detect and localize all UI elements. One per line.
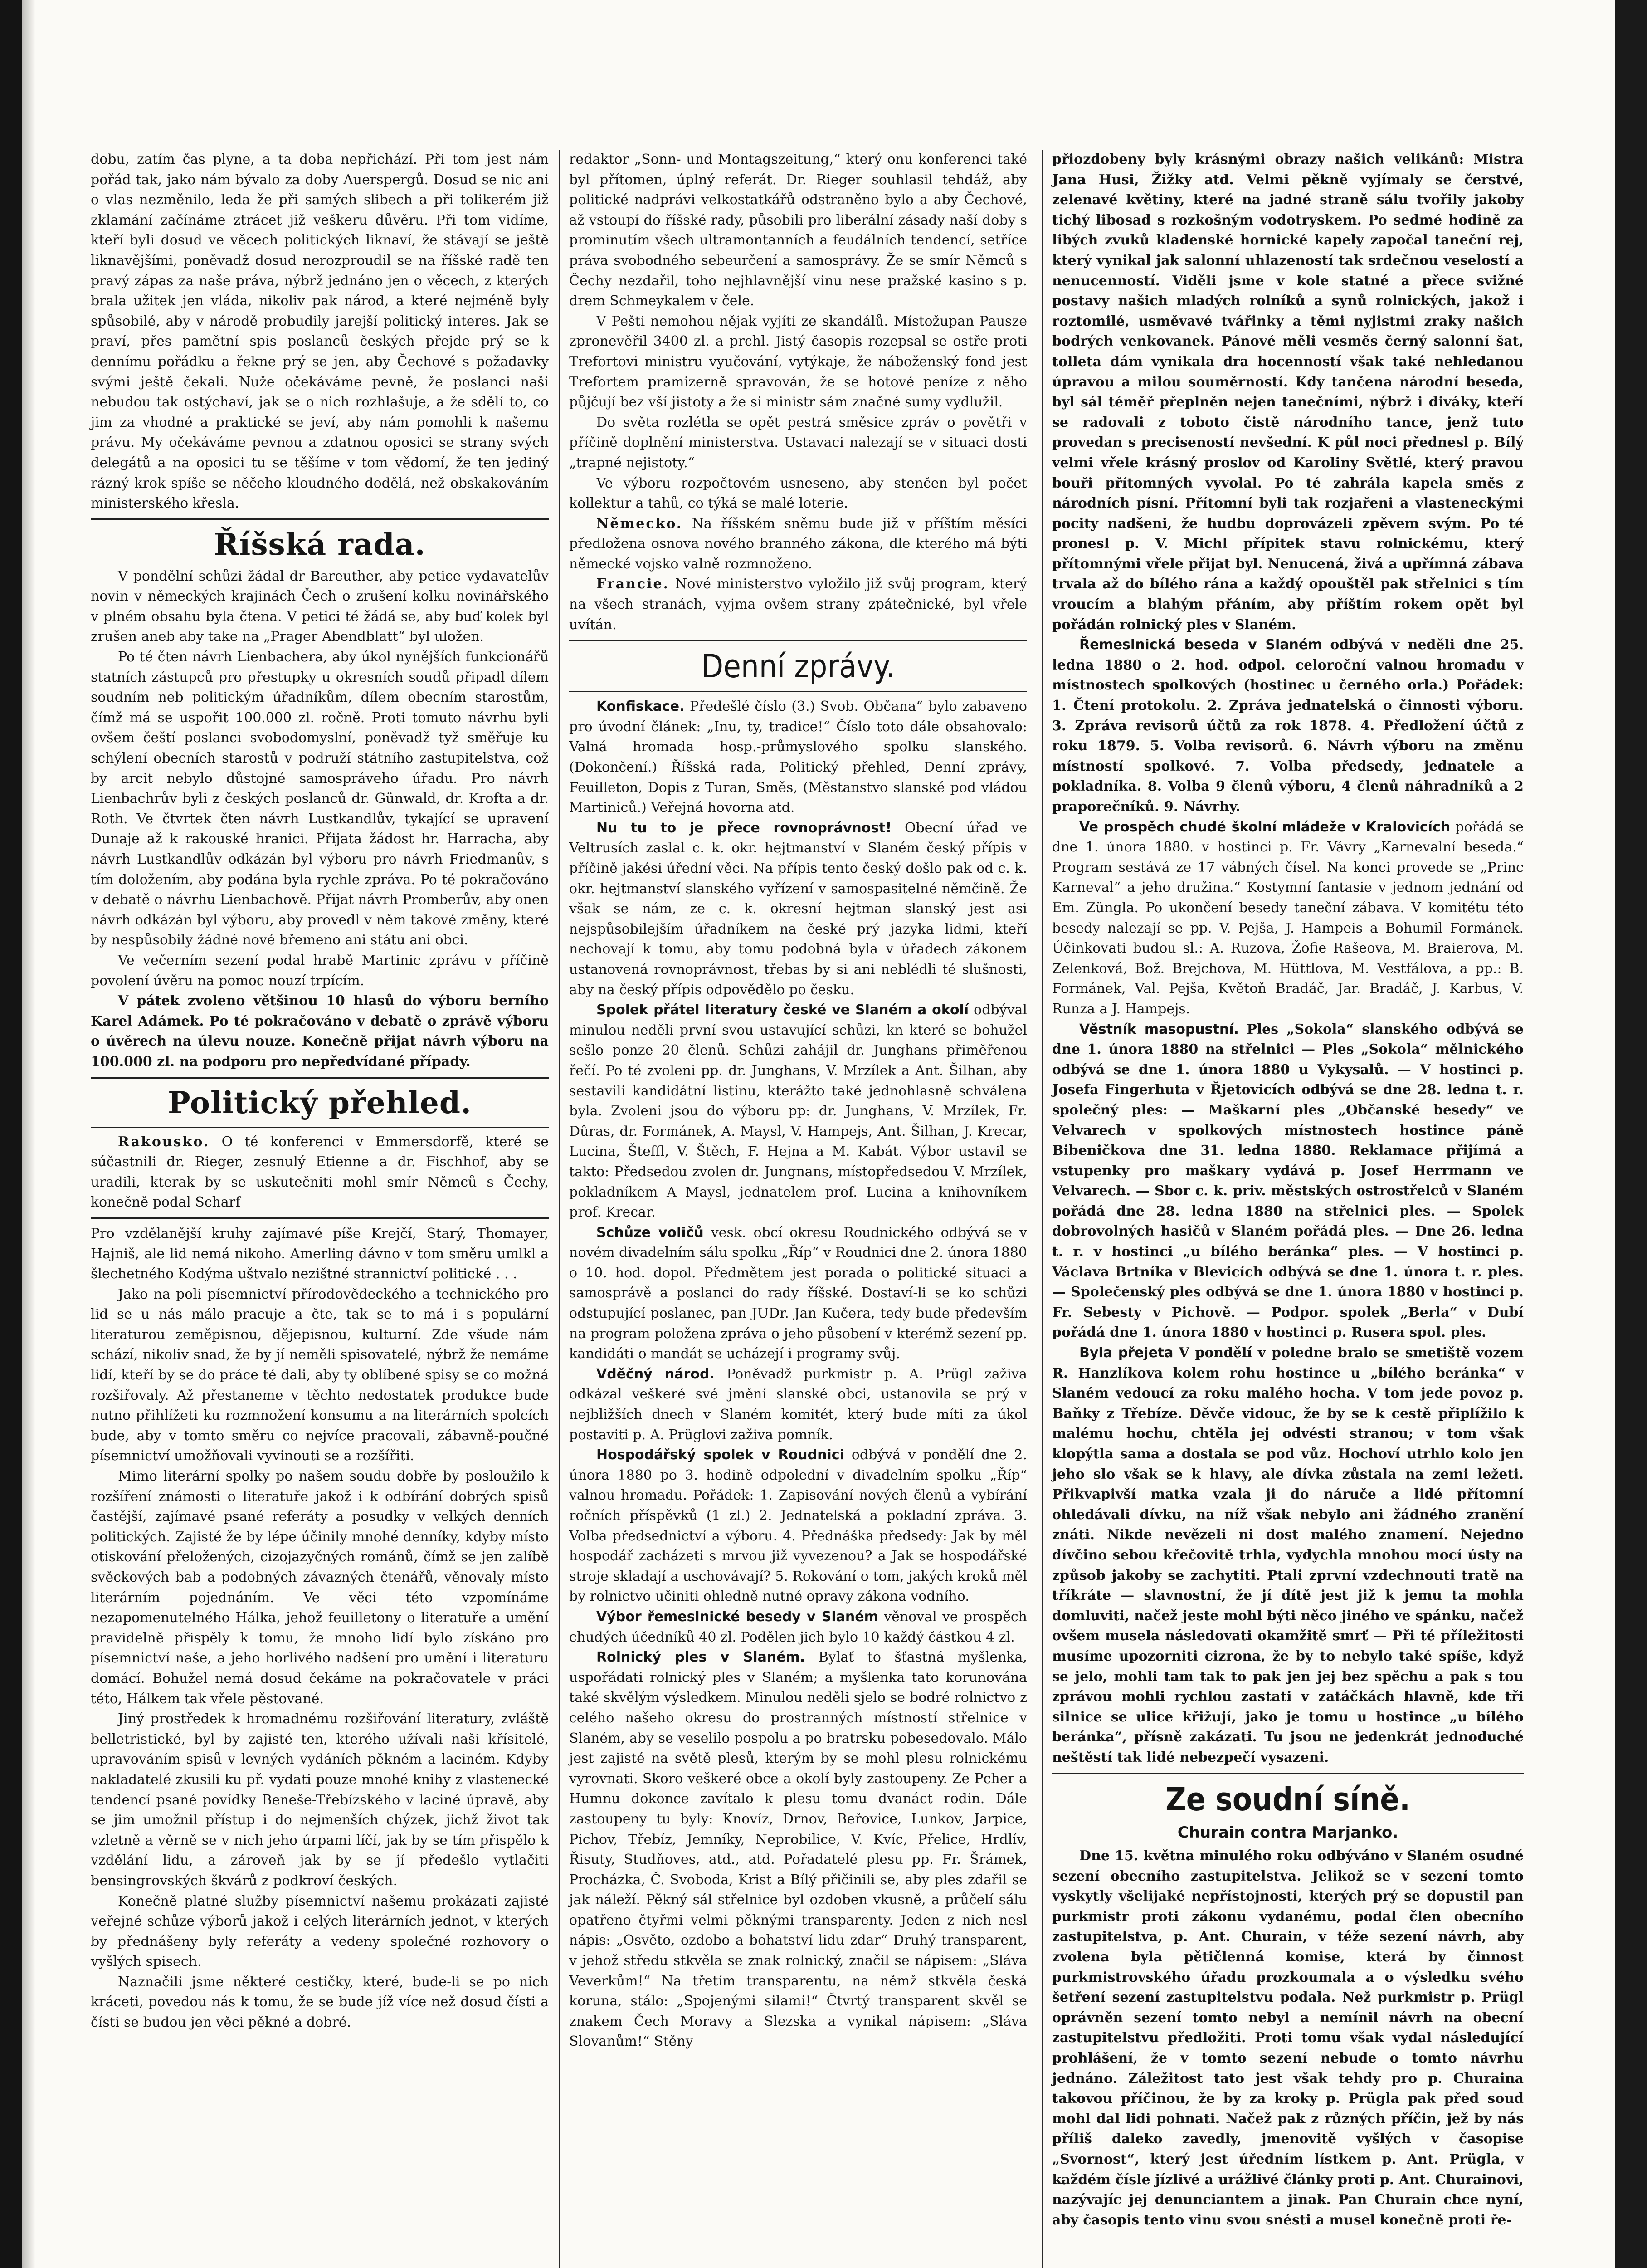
paragraph: Dne 15. května minulého roku odbýváno v Slaném osudné sezení obecního zastupitelstva. Jelikož se v sezení tomto vyskytly všelijaké nepřístojnosti, kterých prý se dopustil pan purkmistr proti zákonu vydanému, podal člen obecního zastupitelstva, p. Ant. Churain, v téže sezení návrh, aby zvolena byla pětičlenná komise, která by činnost purkmistrovského úřadu prozkoumala a o výsledku svého šetření sezení zastupitelstvu podala. Než purkmistr p. Prügl oprávněn sezení tomto nebyl a nemínil návrh na obecní zastupitelstvu předložiti. Proti tomu však vydal následující prohlášení, že v tomto sezení nebude o tomto návrhu jednáno. Záležitost tato jest však tehdy pro p. Churaina takovou příčinou, že by za kroky p. Prügla pak před soud mohl dal lidi pohnati. Načež pak z různých příčin, jež by nás příliš daleko zavedly, jmenovitě vyšlých v časopise „Svornost“, který jest úředním lístkem p. Ant. Prügla, v každém čísle jízlivé a urážlivé články proti p. Ant. Churainovi, nazývajíc jej denunciantem a jinak. Pan Churain chce nyní, aby časopis tento vinu svou snésti a musel konečně proti ře- (1052, 1848, 1524, 2228)
paragraph: Do světa rozlétla se opět pestrá směsice zpráv o povětři v příčině doplnění ministerstva. Ustavaci nalezají se v situaci dosti „trapné nejistoty.“ (569, 414, 1027, 471)
scan-border-left (0, 0, 22, 2268)
item-heading: Nu tu to je přece rovnoprávnost! (596, 820, 892, 836)
paragraph: Ve večerním sezení podal hrabě Martinic zprávu v příčině povolení úvěru na pomoc nouzí trpícím. (91, 952, 549, 989)
section-heading-politicky-prehled: Politický přehled. (168, 1085, 472, 1120)
paragraph: Jako na poli písemnictví přírodovědeckého a technického pro lid se u nás málo pracuje a čte, tak se to má i s populární literaturou zeměpisnou, dějepisnou, kulturní. Zde všude nám schází, nikoliv snad, že by jí neměli spisovatelé, nýbrž že nemáme lidí, kteří by se do práce té dali, aby ty oblíbené spisy se co možná rozšiřovaly. Až přestaneme v těchto nedostatek produkce bude nutno přihlížeti ku rozmnožení konsumu a na literárních spolcích bude, aby v tomto směru co nejvíce pracovali, zábavně-poučné písemnictví umožňovali vyvinouti se a rozšířiti. (91, 1286, 549, 1464)
paragraph: Pro vzdělanější kruhy zajímavé píše Krejčí, Starý, Thomayer, Hajniš, ale lid nemá nikoho. Amerling dávno v tom směru umlkl a šlechetného Kodýma uštvalo nezištné strannictví politické . . . (91, 1225, 549, 1282)
paragraph: přiozdobeny byly krásnými obrazy našich velikánů: Mistra Jana Husi, Žižky atd. Velmi pěkně vyjímaly se čerstvé, zelenavé květiny, které na jadné straně sálu tvořily jakoby tichý libosad s rozkošným vodotryskem. Po sedmé hodině za libých zvuků kladenské hornické kapely započal taneční rej, který vynikal jak salonní uhlazeností tak srdečnou veselostí a nenucenností. Viděli jsme v kole statné a přece svižné postavy našich mladých rolníků a synů rolnických, jakož i roztomilé, usměvavé tvářinky a těmi nyjistmi zraky našich bodrých venkovanek. Pánové měli vesměs černý salonní šat, tolleta dám vynikala dra hocenností však také nehledanou úpravou a milou souměrností. Kdy tančena národní beseda, byl sál téměř přeplněn nejen tanečními, nýbrž i diváky, kteří se radovali z toboto čistě národního tance, jenž tuto provedan s preciseností nevšední. K půl noci přednesl p. Bílý velmi vřele krásný proslov od Karoliny Světlé, který pravou bouři přítomných vyvolal. Po té zahrála kapela směs z národních písní. Přítomní byli tak rozjařeni a vlasteneckými pocity nadšeni, že hudbu doprovázeli zpěvem svým. Po té pronesl p. V. Michl přípitek stavu rolnickému, který přítomnými vřele přijat byl. Nenucená, živá a upřímná zábava trvala až do bílého rána a každý opouštěl pak střelnici s tím vroucím a blahým přáním, aby příštím rokem opět byl pořádán rolnický ples v Slaném. (1052, 152, 1524, 633)
section-heading-risska-rada: Říšská rada. (214, 526, 426, 562)
scan-shadow (22, 0, 35, 2268)
region-lead-rakousko: Rakousko. (118, 1134, 210, 1150)
item-heading: Ve prospěch chudé školní mládeže v Kralovicích (1079, 819, 1451, 835)
paragraph: O té konferenci v Emmersdorfě, které se súčastnili dr. Rieger, zesnulý Etienne a dr. Fischhof, aby se uradili, kterak by se uskutečniti mohl smír Němců s Čechy, konečně podal Scharf (91, 1134, 549, 1211)
paragraph: V pátek zvoleno většinou 10 hlasů do výboru berního Karel Adámek. Po té pokračováno v debatě o zprávě výboru o úvěrech na úlevu nouze. Konečně přijat návrh výboru na 100.000 zl. na podporu pro nepředvídané případy. (91, 993, 549, 1070)
paragraph: Na říšském sněmu bude již v příštím měsíci předložena osnova nového branného zákona, dle kterého má býti německé vojsko valně rozmnoženo. (569, 515, 1027, 572)
paragraph: Konečně platné služby písemnictví našemu prokázati zajisté veřejné schůze výborů jakož i celých literárních jednot, v kterých by přednášeny byly referáty a vedeny společné rozhovory o vyšlých spisech. (91, 1893, 549, 1970)
item-heading: Schůze voličů (596, 1224, 704, 1241)
paragraph: Předešlé číslo (3.) Svob. Občana“ bylo zabaveno pro úvodní článek: „Inu, ty, tradice!“ Číslo toto dále obsahovalo: Valná hromada hosp.-průmyslového spolku slanského. (Dokončení.) Říšská rada, Politický přehled, Denní zprávy, Feuilleton, Dopis z Turan, Směs, (Městanstvo slanské pod vládou Martiniců.) Veřejná hovorna atd. (569, 699, 1027, 816)
paragraph: Mimo literární spolky po našem soudu dobře by posloužilo k rozšíření známosti o literatuře jakož i k odbírání dobrých spisů častější, zajímavé psané referáty a posudky v velkých denních politických. Zajisté že by lépe účinily mnohé denníky, kdyby místo otiskování přeložených, cizojazyčných románů, čímž se jen zalíbě svěckových bab a podobných závazných čtenářů, věnovaly místo literárním pojednáním. Ve věci této vzpomínáme nezapomenutelného Hálka, jehož feuilletony o literatuře a umění pravidelně přispěly k tomu, že mnoho lidí bylo získáno pro písemnictví naše, a jeho horlivého nadšení pro umění i literaturu domácí. Bohužel nemá dosud čekáme na pokračovatele v práci této, Hálkem tak vřele pěstované. (91, 1468, 549, 1707)
section-rule (91, 1077, 549, 1079)
item-heading: Byla přejeta (1079, 1345, 1174, 1361)
feuilleton-rule (91, 1217, 549, 1219)
paragraph: Ve výboru rozpočtovém usneseno, aby stenčen byl počet kollektur a tahů, co týká se malé loterie. (569, 475, 1027, 512)
item-heading: Výbor řemeslnické besedy v Slaném (596, 1608, 878, 1625)
region-lead-nemecko: Německo. (596, 515, 683, 532)
paragraph: Obecní úřad ve Veltrusích zaslal c. k. okr. hejtmanství v Slaném český přípis v příčině jakési úřední věci. Na přípis tento český došlo pak od c. k. okr. hejtmanství slanského vyřízení v samospasitelné němčině. Že však se nám, ze c. k. okresní hejtman slanský jest asi nejspůsobilejším úřadníkem na české prý jazyka lidmi, kteří nechovají k tomu, aby tomu podobná byla v úřadech zákonem ustanovená rovnoprávnost, třebas by si ani neblédli té slušnosti, aby na český přípis odpovědělo po česku. (569, 820, 1028, 998)
column-divider-1 (559, 150, 560, 2268)
paragraph: Ples „Sokola“ slanského odbývá se dne 1. února 1880 na střelnici — Ples „Sokola“ mělnického odbývá se dne 1. února 1880 u Vykysalů. — V hostinci p. Josefa Fingerhuta v Řjetovicích odbývá se dne 28. ledna t. r. společný ples: — Maškarní ples „Občanské besedy“ ve Velvarech v spolkových místnostech hostince páně Bibeničkova dne 31. ledna 1880. Reklamace přijímá a vstupenky pro maškary vydává p. Josef Herrmann ve Velvarech. — Sbor c. k. priv. městských ostrostřelců v Slaném pořádá dne 28. ledna 1880 na střelnici ples. — Spolek dobrovolných hasičů v Slaném pořádá ples. — Dne 26. ledna t. r. v hostinci „u bílého beránka“ ples. — V hostinci p. Václava Brtníka v Blevicích odbývá se dne 1. února t. r. ples. — Společenský ples odbývá se dne 1. února 1880 v hostinci p. Fr. Sebesty v Pichově. — Podpor. spolek „Berla“ v Dubí pořádá dne 1. února 1880 v hostinci p. Rusera spol. ples. (1052, 1021, 1524, 1341)
paragraph: věnoval ve prospěch chudých účedníků 40 zl. Podělen jich bylo 10 každý částkou 4 zl. (569, 1608, 1027, 1645)
item-heading: Spolek přátel literatury české ve Slaném a okolí (596, 1002, 969, 1018)
item-heading: Rolnický ples v Slaném. (596, 1649, 805, 1666)
column-2 (569, 150, 1027, 2052)
paragraph: pořádá se dne 1. února 1880. v hostinci p. Fr. Vávry „Karnevalní beseda.“ Program sestává ze 17 vábných čísel. Na konci provede se „Princ Karneval“ a jeho družina.“ Kostymní fantasie v jednom jednání od Em. Züngla. Po ukončení besedy taneční zábava. V komitétu této besedy nalezají se pp. V. Pejša, J. Hampeis a Bohumil Formánek. Účinkovati budou sl.: A. Ruzova, Žofie Rašeova, M. Braierova, M. Zelenková, Bož. Brejchova, M. Hüttlova, M. Vestfálova, a pp.: B. Formánek, Val. Pejša, Květoň Bradáč, Jar. Bradáč, J. Karbus, V. Runza a J. Hampejs. (1052, 819, 1524, 1017)
column-divider-2 (1042, 150, 1043, 2268)
paragraph: Poněvadž purkmistr p. A. Prügl zaživa odkázal veškeré své jmění slanské obci, ustanovila se prý v nejbližších dnech v Slaném komitét, který bude míti za úkol postaviti p. A. Prüglovi zaživa pomník. (569, 1366, 1027, 1443)
paragraph: odbýval minulou neděli první svou ustavující schůzi, kn které se bohužel sešlo ponze 20 členů. Schůzi zahájil dr. Junghans přiměřenou řečí. Po té zvoleni pp. dr. Junghans, V. Mrzílek a Ant. Šilhan, aby sestavili kandidátní listinu, kterážto také jednohlasně schválena byla. Zvoleni jsou do výboru pp: dr. Junghans, V. Mrzílek, Fr. Dûras, dr. Formánek, A. Maysl, V. Hampejs, Ant. Šilhan, J. Krecar, Lucina, Šteffl, V. Štěch, F. Hejna a M. Kabát. Výbor ustavil se takto: Předsedou zvolen dr. Jungnans, místopředsedou V. Mrzílek, pokladníkem A Maysl, jednatelem prof. Lucina a knihovníkem prof. Krecar. (569, 1002, 1027, 1221)
paragraph: V pondělní schůzi žádal dr Bareuther, aby petice vydavatelův novin v německých krajinách Čech o zrušení kolku novinářského v plném obsahu byla čtena. V petici té žádá se, aby buď kolek byl zrušen aneb aby take na „Prager Abendblatt“ byl uložen. (91, 568, 549, 645)
paragraph: V pondělí v poledne bralo se smetiště vozem R. Hanzlíkova kolem rohu hostince u „bílého beránka“ v Slaném vedoucí za roku malého hocha. V tom jede povoz p. Baňky z Třebíze. Děvče vidouc, že by se k cestě připlížilo k malému hochu, chtěla jej odvésti stranou; v tom však klopýtla sama a dostala se pod vůz. Hochoví utrhlo kolo jen jeho slo však se k hlavy, ale dívka zůstala na zemi ležeti. Přikvapivší matka vzala ji do náruče a lidé přítomní ohledávali dívku, na níž však nebylo ani žádného zranění znáti. Nikde nevězeli ni dost malého znamení. Nejedno dívčino sebou křečovitě trhla, vydychla mnohou mocí ústy na způsob jakoby se zachytiti. Ptali zprvní vzdechnouti tratě na tříkráte — slavnostní, že jí dítě jest již k jemu ta mohla domluviti, načež jeste mohl býti něco jiného ve spánku, načež ovšem musela následovati okamžitě smrť — Při té příležitosti musíme upozorniti cizrona, že by to nebylo také spíše, když se jelo, mohli tam tak to pak jen jej bez spěchu a pak s tou zprávou mohli rychlou zastati v zatáčkách hlavně, kde tři silnice se ulice křižují, jako je tomu u hostince „u bílého beránka“, přísně zakázati. Tu jsou ne jedenkrát jednoduché neštěstí tak lidé nebezpečí vysazeni. (1052, 1345, 1524, 1765)
region-lead-francie: Francie. (596, 576, 670, 592)
paragraph: redaktor „Sonn- und Montagszeitung,“ který onu konferenci také byl přítomen, úplný referát. Dr. Rieger souhlasil tehdáž, aby politické nadprávi velkostatkářů odstraněno bylo a aby Čechové, až vstoupí do říšské rady, působili pro liberální zásady naší doby s prominutím všech ultramontanních a feudálních tendencí, setříce práva svobodného sebeurčení a samosprávy. Že se smír Němců s Čechy nezdařil, toho nejhlavnější vinu nese pražské kasino s p. drem Schmeykalem v čele. (569, 152, 1027, 309)
paragraph: Jiný prostředek k hromadnému rozšiřování literatury, zvláště belletristické, byl by zajisté ten, kterého užívali naši křísitelé, upravováním spisů v levných vydáních pěkném a laciném. Kdyby nakladatelé zkusili ku př. vydati pouze mnohé knihy z vlastenecké tendencí psané povídky Beneše-Třebízského v laciné úpravě, aby se jim umožnil přístup i do nejmenších chýzek, jichž život tak vzletně a věrně se v nich jeho úrpami líčí, jak by se tím přispělo k vzdělání lidu, a zároveň jak by se jí předešlo vytlačiti bensingrovských škvárů z podkroví českých. (91, 1711, 549, 1889)
paragraph: odbývá v neděli dne 25. ledna 1880 o 2. hod. odpol. celoroční valnou hromadu v místnostech spolkových (hostinec u černého orla.) Pořádek: 1. Čtení protokolu. 2. Zpráva jednatelská o činnosti výboru. 3. Zpráva revisorů účtů za rok 1878. 4. Předložení účtů z roku 1879. 5. Volba revisorů. 6. Návrh výboru na změnu místností spolkové. 7. Volba předsedy, jednatele a pokladníka. 8. Volba 9 členů výboru, 4 členů náhradníků a 2 praporečníků. 9. Návrhy. (1052, 637, 1524, 815)
column-3 (1052, 150, 1524, 2230)
section-heading-ze-soudni-sine: Ze soudní síně. (1165, 1780, 1410, 1818)
paragraph: vesk. obcí okresu Roudnického odbývá se v novém divadelním sálu spolku „Říp“ v Roudnici dne 2. února 1880 o 10. hod. dopol. Předmětem jest porada o politické situaci a samosprávě a poslanci do rady říšské. Dostaví-li se ko schůzi odstupující poslanec, pan JUDr. Jan Kučera, tedy bude především na program položena zpráva o jeho působení v kterémž sezení pp. kandidáti o mandát se ucházejí i programy svůj. (569, 1224, 1027, 1362)
section-heading-denni-zpravy: Denní zprávy. (701, 648, 895, 685)
paragraph: Po té čten návrh Lienbachera, aby úkol nynějších funkcionářů statních zástupců pro přestupky u okresních soudů připadl dílem soudním neb politickým úřadníkům, dílem obecním starostům, čímž má se uspořit 100.000 zl. ročně. Proti tomuto návrhu byli ovšem čeští poslanci svobodomyslní, poněvadž tyž směřuje ku schýlení obecních starostů v podruží státního zastupitelstva, což by arcit nebylo důstojné samospráveho úřadu. Pro návrh Lienbachrův byli z českých poslanců dr. Günwald, dr. Krofta a dr. Roth. Ve čtvrtek čten návrh Lustkandlův, tykající se upravení Dunaje až k rakouské hranici. Přijata žádost hr. Harracha, aby návrh Lustkandlův odkázán byl výboru pro návrh Friedmanův, s tím doložením, aby podána byla rychle zpráva. Po té pokračováno v debatě o návrhu Lienbachově. Přijat návrh Promberův, aby onen návrh odkázán byl výboru, aby provedl v něm takové změny, které by nespůsobily žádné nové břemeno ani státu ani obci. (91, 649, 549, 948)
article-subheading: Churain contra Marjanko. (1177, 1823, 1398, 1842)
item-heading: Hospodářský spolek v Roudnici (596, 1447, 844, 1463)
paragraph: V Pešti nemohou nějak vyjíti ze skandálů. Místožupan Pausze zpronevěřil 3400 zl. a prchl. Jistý časopis rozepsal se ostře proti Trefortovi ministru vyučování, vytýkaje, že náboženský fond jest Trefortem pramizerně spravován, že se hotové peníze z něho půjčují bez vší jistoty a že si ministr sám značné sumy vydlužil. (569, 313, 1027, 411)
paragraph: Nové ministerstvo vyložilo již svůj program, který na všech stranách, vyjma ovšem strany zpátečnické, byl vřele uvítán. (569, 576, 1027, 633)
item-heading: Řemeslnická beseda v Slaném (1079, 637, 1322, 653)
paragraph: odbývá v pondělí dne 2. února 1880 po 3. hodině odpolední v divadelním spolku „Říp“ valnou hromadu. Pořádek: 1. Zapisování nových členů a vybírání ročních příspěvků (1 zl.) 2. Jednatelská a pokladní zpráva. 3. Volba předsednictví a výboru. 4. Přednáška předsedy: Jak by měl hospodář zacházeti s mrvou již vyvezenou? a Jak se hospodářské stroje skladají a uschovávají? 5. Rokování o tom, jakých kroků měl by rolnictvo učiniti ohledně nutné opravy zákona vodního. (569, 1447, 1027, 1605)
paragraph: Bylať to šťastná myšlenka, uspořádati rolnický ples v Slaném; a myšlenka tato korunována také skvělým výsledkem. Minulou neděli sjelo se bodré rolnictvo z celého našeho okresu do prostranných místností střelnice v Slaném, aby se veselilo pospolu a po bratrsku pobesedovalo. Málo jest zajisté na světě plesů, kterým by se mohl plesu rolnickému vyrovnati. Skoro veškeré obce a okolí byly zastoupeny. Ze Pcher a Humnu dokonce zavítalo k plesu tomu dvanáct rodin. Dále zastoupeny tu byly: Knovíz, Drnov, Beřovice, Lunkov, Jarpice, Pichov, Třebíz, Jemníky, Neprobilice, V. Kvíc, Přelice, Hrdlív, Řisuty, Studňoves, atd., atd. Pořadatelé plesu pp. Fr. Šrámek, Procházka, Č. Svoboda, Krist a Bílý přičinili se, aby ples zdařil se jak náleží. Pěkný sál střelnice byl ozdoben vkusně, a průčelí sálu opatřeno čtyřmi velmi pěknými transparenty. Jeden z nich nesl nápis: „Osvěto, ozdobo a bohatství lidu zdar“ Druhý transparent, v jehož středu stkvěla se znak rolnický, značil se nápisem: „Sláva Veverkům!“ Na třetím transparentu, na němž stkvěla česká koruna, stálo: „Spojenými silami!“ Čtvrtý transparent skvěl se znakem Čech Moravy a Slezska a vynikal nápisem: „Sláva Slovanům!“ Stěny (569, 1649, 1028, 2050)
scan-border-right (1615, 0, 1647, 2268)
section-rule (569, 691, 1027, 692)
section-rule (569, 640, 1027, 641)
item-heading: Konfiskace. (596, 699, 685, 715)
paragraph: dobu, zatím čas plyne, a ta doba nepřichází. Při tom jest nám pořád tak, jako nám bývalo za doby Auerspergů. Dosud se nic ani o vlas nezměnilo, leda že při samých slibech a při tolikerém již zklamání začínáme ztrácet již veškeru důvěru. Při tom vidíme, kteří byli dosud ve věcech politických liknaví, že stávají se ještě liknavějšími, poněvadž dosud nerozproudil se na říšské radě ten pravý zápas za naše práva, nýbrž jednáno jen o věcech, z kterých brala užitek jen vláda, nikoliv pak národ, a které nejméně byly spůsobilé, aby v národě probudily jarejší politický interes. Jak se praví, přes pamětní spis poslanců českých přejde prý se k dennímu pořádku a řekne prý se jen, aby Čechové s požadavky svými ještě čekali. Nuže očekáváme pevně, že poslanci naši nebudou tak ostýchaví, jak se o nich rozhlašuje, a že sdělí to, co jim za vhodné a praktické se jeví, aby nám pomohli k našemu právu. My očekáváme pevnou a zdatnou oposici se strany svých delegátů a na oposici tu se těšíme v tom vědomí, že ten jediný rázný krok spíše se něčeho kloudného dodělá, než obskakováním ministerského křesla. (91, 152, 549, 512)
item-heading: Vděčný národ. (596, 1366, 715, 1382)
paragraph: Naznačili jsme některé cestičky, které, bude-li se po nich kráceti, povedou nás k tomu, že se bude jíž více než dosud čísti a čísti se budou jen věci pěkné a dobré. (91, 1974, 549, 2031)
section-rule (1052, 1773, 1524, 1774)
section-rule (91, 1127, 549, 1128)
item-heading: Věstník masopustní. (1079, 1021, 1239, 1037)
section-rule (91, 518, 549, 520)
column-1 (91, 150, 549, 2033)
